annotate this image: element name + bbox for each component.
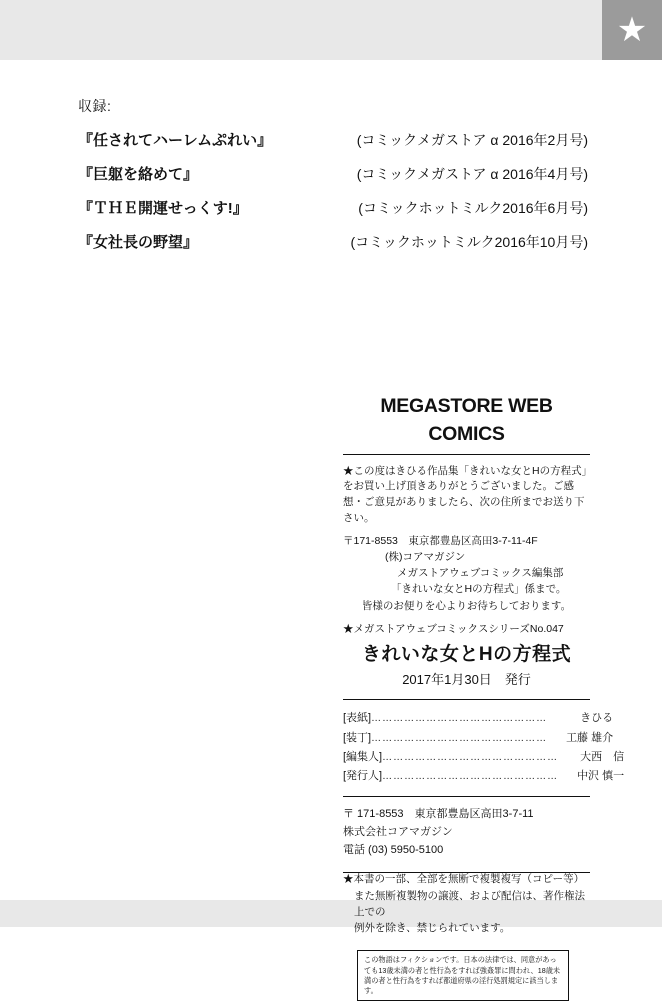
- colophon-intro-text: ★この度はきひる作品集「きれいな女とHの方程式」をお買い上げ頂きありがとうございました。ご感想・ご意見がありましたら、次の住所までお送り下さい。: [343, 464, 587, 524]
- contents-heading: 収録:: [78, 98, 112, 114]
- contents-item-title: 『女社長の野望』: [78, 234, 199, 251]
- credits-list: [343, 709, 625, 786]
- credit-name: きひる: [580, 712, 614, 725]
- contents-item-title: 『巨躯を絡めて』: [78, 166, 199, 183]
- credits-divider: [343, 699, 590, 700]
- credit-dot-leader: …………………………………………: [382, 751, 559, 763]
- publisher-divider: [343, 796, 590, 797]
- publisher-address: 〒 171-8553 東京都豊島区高田3-7-11: [343, 808, 534, 821]
- publisher-company: 株式会社コアマガジン: [343, 826, 453, 839]
- copyright-notice: [343, 871, 590, 936]
- contents-item: [78, 197, 588, 218]
- colophon-section: [343, 392, 625, 1001]
- series-number-line: ★メガストアウェブコミックスシリーズNo.047: [343, 622, 564, 635]
- credit-row: [343, 729, 614, 748]
- copyright-notice-line: また無断複製物の譲渡、および配信は、著作権法上での: [354, 889, 585, 918]
- publisher-info: [343, 806, 590, 859]
- contents-section: [78, 96, 588, 265]
- publisher-address-line: (株)コアマガジン: [385, 550, 466, 563]
- publisher-address-line: 「きれいな女とHの方程式」係まで。: [391, 583, 567, 596]
- contents-item-title: 『任されてハーレムぷれい』: [78, 132, 273, 149]
- contents-item-source: (コミックメガストア α 2016年4月号): [356, 166, 588, 182]
- credit-name: 中沢 慎一: [577, 770, 625, 783]
- contents-item: [78, 231, 588, 252]
- contents-item-source: (コミックホットミルク2016年6月号): [358, 200, 588, 216]
- credit-dot-leader: …………………………………………: [371, 732, 548, 744]
- contents-item: [78, 129, 588, 150]
- contents-item: [78, 163, 588, 184]
- masthead-divider: [343, 454, 590, 455]
- star-icon: ★: [616, 11, 648, 49]
- legal-disclaimer-box: この物語はフィクションです。日本の法律では、同意があっても13歳未満の者と性行為をすれば強姦罪に問われ、18歳未満の者と性行為をすれば都道府県の淫行処罰規定に該当します。: [357, 950, 569, 1001]
- credit-row: [343, 767, 625, 786]
- top-gray-band: [0, 0, 662, 60]
- star-badge: [602, 0, 662, 60]
- publisher-address-line: メガストアウェブコミックス編集部: [397, 567, 564, 580]
- masthead-title: MEGASTORE WEB COMICS: [380, 395, 553, 446]
- copyright-notice-line: ★本書の一部、全部を無断で複製複写（コピー等）: [343, 873, 585, 886]
- credit-role: [発行人]: [343, 770, 383, 783]
- colophon-bottom-divider: [343, 872, 590, 873]
- book-title: きれいな女とHの方程式: [361, 644, 572, 666]
- contents-item-source: (コミックホットミルク2016年10月号): [350, 234, 588, 250]
- await-letters-line: 皆様のお便りを心よりお待ちしております。: [361, 599, 572, 612]
- credit-name: 大西 信: [580, 750, 625, 763]
- credit-role: [装丁]: [343, 731, 372, 744]
- credit-row: [343, 748, 625, 767]
- contents-item-title: 『ＴＨＥ開運せっくす!』: [78, 200, 248, 217]
- contents-item-source: (コミックメガストア α 2016年2月号): [356, 132, 588, 148]
- publisher-phone: 電話 (03) 5950-5100: [343, 843, 444, 856]
- copyright-notice-line: 例外を除き、禁じられています。: [354, 922, 511, 935]
- publisher-address-line: 〒171-8553 東京都豊島区高田3-7-11-4F: [343, 534, 538, 547]
- credit-dot-leader: …………………………………………: [371, 713, 548, 725]
- credit-role: [表紙]: [343, 712, 372, 725]
- credit-row: [343, 709, 614, 728]
- credit-name: 工藤 雄介: [566, 731, 614, 744]
- publication-date: 2017年1月30日 発行: [402, 671, 531, 687]
- credit-dot-leader: …………………………………………: [382, 771, 559, 783]
- credit-role: [編集人]: [343, 750, 383, 763]
